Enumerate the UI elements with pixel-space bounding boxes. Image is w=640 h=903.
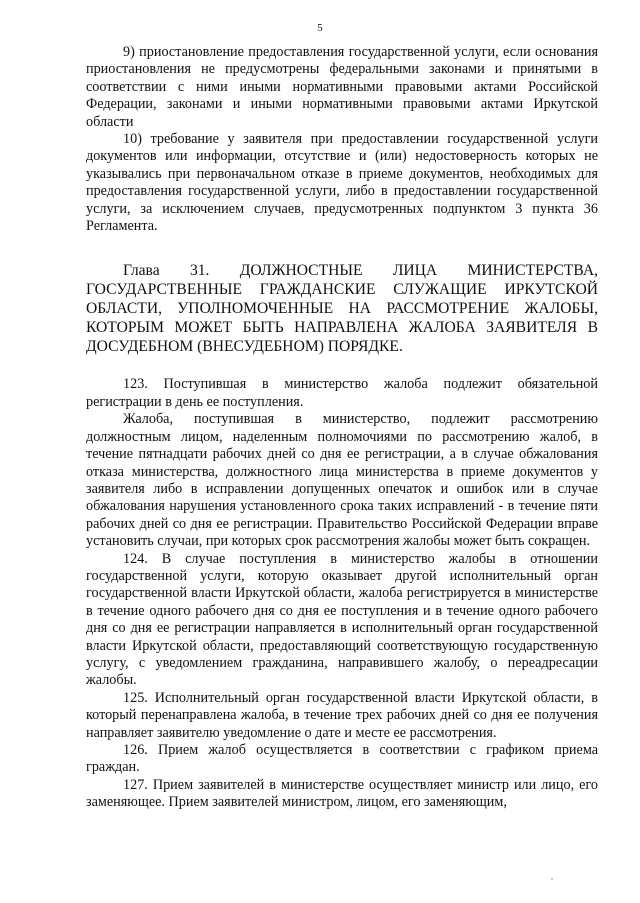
paragraph-item-10: 10) требование у заявителя при предоставлении государственной услуги документов или информации, отсутствие и (или) недостоверность которых не указывались при первоначальном отказе в приеме документов, необходимых для предоставления государственной услуги, либо в предоставлении государственной услуги, за исключением случаев, предусмотренных подпунктом 3 пункта 36 Регламента. bbox=[86, 131, 598, 235]
document-body bbox=[86, 44, 598, 812]
paragraph-123: 123. Поступившая в министерство жалоба подлежит обязательной регистрации в день ее поступления. bbox=[86, 376, 598, 410]
paragraph-124: 124. В случае поступления в министерство жалобы в отношении государственной услуги, которую оказывает другой исполнительный орган государственной власти Иркутской области, жалоба регистрируется в министерстве в течение одного рабочего дня со дня ее поступления и в течение одного рабочего дня со дня ее регистрации направляется в исполнительный орган государственной власти Иркутской области, предоставляющий соответствующую государственную услугу, с уведомлением гражданина, направившего жалобу, о переадресации жалобы. bbox=[86, 550, 598, 689]
page-number: 5 bbox=[317, 22, 323, 34]
paragraph-127: 127. Прием заявителей в министерстве осуществляет министр или лицо, его заменяющее. Прием заявителей министром, лицом, его заменяющим, bbox=[86, 776, 598, 811]
paragraph-item-9: 9) приостановление предоставления государственной услуги, если основания приостановления не предусмотрены федеральными законами и принятыми в соответствии с ними иными нормативными правовыми актами Российской Федерации, законами и иными нормативными правовыми актами Иркутской области bbox=[86, 44, 598, 130]
paragraph-complaint-review: Жалоба, поступившая в министерство, подлежит рассмотрению должностным лицом, наделенным полномочиями по рассмотрению жалоб, в течение пятнадцати рабочих дней со дня ее регистрации, а в случае обжалования отказа министерства, должностного лица министерства в приеме документов у заявителя либо в исправлении допущенных опечаток и ошибок или в случае обжалования нарушения установленного срока таких исправлений - в течение пяти рабочих дней со дня ее регистрации. Правительство Российской Федерации вправе установить случаи, при которых срок рассмотрения жалобы может быть сокращен. bbox=[86, 411, 598, 550]
chapter-heading: Глава 31. ДОЛЖНОСТНЫЕ ЛИЦА МИНИСТЕРСТВА, ГОСУДАРСТВЕННЫЕ ГРАЖДАНСКИЕ СЛУЖАЩИЕ ИРКУТСКОЙ ОБЛАСТИ, УПОЛНОМОЧЕННЫЕ НА РАССМОТРЕНИЕ ЖАЛОБЫ, КОТОРЫМ МОЖЕТ БЫТЬ НАПРАВЛЕНА ЖАЛОБА ЗАЯВИТЕЛЯ В ДОСУДЕБНОМ (ВНЕСУДЕБНОМ) ПОРЯДКЕ. bbox=[86, 262, 598, 356]
paragraph-126: 126. Прием жалоб осуществляется в соответствии с графиком приема граждан. bbox=[86, 742, 598, 776]
paragraph-125: 125. Исполнительный орган государственной власти Иркутской области, в который перенаправлена жалоба, в течение трех рабочих дней со дня ее получения направляет заявителю уведомление о дате и месте ее рассмотрения. bbox=[86, 689, 598, 741]
scan-artifact bbox=[551, 878, 553, 880]
